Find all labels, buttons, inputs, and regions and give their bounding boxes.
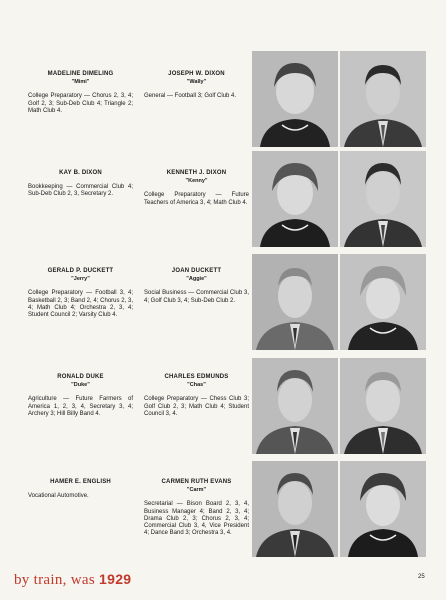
student-photo-hamer-english xyxy=(252,461,338,557)
student-photo-joseph-dixon xyxy=(340,51,426,147)
student-nickname: "Jerry" xyxy=(71,276,90,283)
student-activities: College Preparatory — Chorus 2, 3, 4; Golf 2, 3; Sub-Deb Club 4; Triangle 2; Math Club 4. xyxy=(28,93,133,114)
page-number: 25 xyxy=(418,574,425,580)
student-name: HAMER E. ENGLISH xyxy=(50,479,111,485)
student-activities: College Preparatory — Football 3, 4; Basketball 2, 3; Band 2, 4; Chorus 2, 3, 4; Math Club 4; Orchestra 2, 3, 4; Student Council 2; Varsity Club 4. xyxy=(28,290,133,319)
student-photo-kenneth-dixon xyxy=(340,151,426,247)
student-activities: College Preparatory — Chess Club 3; Golf Club 2, 3; Math Club 4; Student Council 3, 4. xyxy=(144,396,249,417)
student-activities: Secretarial — Bison Board 2, 3, 4, Business Manager 4; Band 2, 3, 4; Drama Club 2, 3; Chorus 2, 3, 4; Commercial Club 3, 4, Vice President 4; Dance Band 3; Orchestra 3, 4. xyxy=(144,501,249,537)
student-nickname: "Chas" xyxy=(187,382,206,389)
student-activities: Social Business — Commercial Club 3, 4; Golf Club 3, 4; Sub-Deb Club 2. xyxy=(144,290,249,304)
student-nickname: "Aggie" xyxy=(186,276,207,283)
student-name: JOSEPH W. DIXON xyxy=(168,71,225,77)
student-activities: Bookkeeping — Commercial Club 4; Sub-Deb Club 2, 3, Secretary 2. xyxy=(28,184,133,198)
student-nickname: "Kenny" xyxy=(185,178,208,185)
student-activities: College Preparatory — Future Teachers of America 3, 4; Math Club 4. xyxy=(144,192,249,206)
student-nickname: "Duke" xyxy=(71,382,90,389)
student-entry-dimeling xyxy=(28,71,133,115)
footer-caption xyxy=(14,571,131,589)
student-photo-ronald-duke xyxy=(252,358,338,454)
student-photo-charles-edmunds xyxy=(340,358,426,454)
student-photo-gerald-duckett xyxy=(252,254,338,350)
student-photo-carmen-evans xyxy=(340,461,426,557)
student-entry-carmen-evans xyxy=(144,479,249,537)
student-entry-gerald-duckett xyxy=(28,268,133,319)
student-entry-kay-dixon xyxy=(28,170,133,199)
student-activities: Vocational Automotive. xyxy=(28,493,89,500)
student-photo-kay-dixon xyxy=(252,151,338,247)
student-name: GERALD P. DUCKETT xyxy=(47,268,114,274)
student-nickname: "Mimi" xyxy=(71,79,90,86)
student-activities: General — Football 3; Golf Club 4. xyxy=(144,93,237,100)
student-nickname: "Carm" xyxy=(186,487,207,494)
student-name: CHARLES EDMUNDS xyxy=(164,374,229,380)
student-nickname: "Wally" xyxy=(186,79,207,86)
student-name: KAY B. DIXON xyxy=(59,170,102,176)
student-name: KENNETH J. DIXON xyxy=(166,170,227,176)
student-activities: Agriculture — Future Farmers of America 1, 2, 3, 4, Secretary 3, 4; Archery 3; Hill Billy Band 4. xyxy=(28,396,133,417)
student-name: JOAN DUCKETT xyxy=(171,268,222,274)
student-entry-joseph-dixon xyxy=(144,71,249,101)
footer-text: by train, was xyxy=(14,572,100,588)
student-name: MADELINE DIMELING xyxy=(47,71,114,77)
student-photo-joan-duckett xyxy=(340,254,426,350)
footer-year: 1929 xyxy=(99,571,132,587)
student-photo-dimeling xyxy=(252,51,338,147)
student-name: CARMEN RUTH EVANS xyxy=(161,479,232,485)
student-entry-charles-edmunds xyxy=(144,374,249,418)
student-name: RONALD DUKE xyxy=(57,374,104,380)
student-entry-joan-duckett xyxy=(144,268,249,305)
student-entry-hamer-english xyxy=(28,479,133,500)
student-entry-kenneth-dixon xyxy=(144,170,249,207)
student-entry-ronald-duke xyxy=(28,374,133,418)
